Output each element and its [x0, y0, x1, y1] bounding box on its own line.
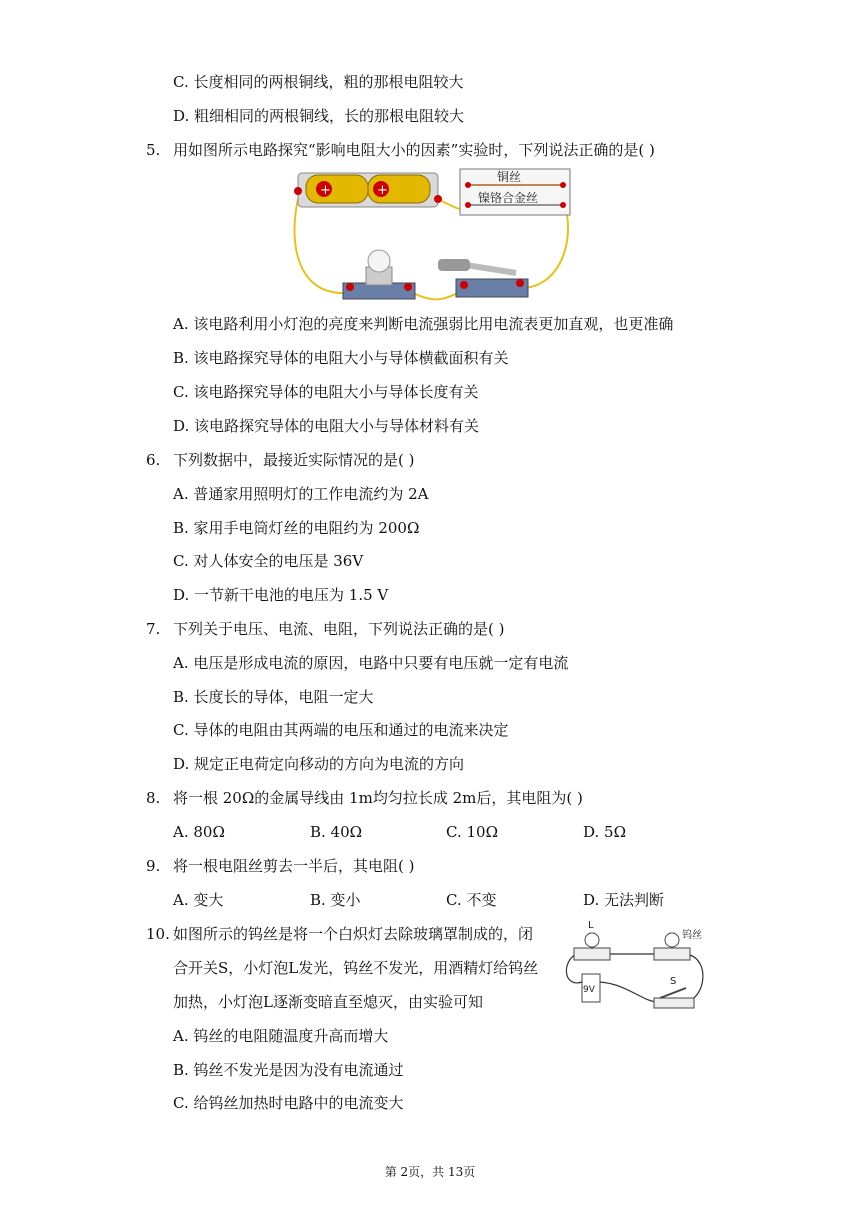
q8-number: 8. [146, 789, 161, 807]
svg-text:+: + [320, 183, 331, 198]
q7-stem: 下列关于电压、电流、电阻，下列说法正确的是( ) [173, 620, 505, 638]
q7-option-b: B. 长度长的导体，电阻一定大 [173, 688, 374, 706]
q7-number: 7. [146, 620, 161, 638]
q10-option-a: A. 钨丝的电阻随温度升高而增大 [173, 1027, 389, 1045]
q4-option-d: D. 粗细相同的两根铜线，长的那根电阻较大 [173, 107, 465, 125]
q7-option-c: C. 导体的电阻由其两端的电压和通过的电流来决定 [173, 721, 509, 739]
q5-label-copper: 铜丝 [497, 170, 522, 184]
q10-option-c: C. 给钨丝加热时电路中的电流变大 [173, 1094, 404, 1112]
q5-label-nichrome: 镍铬合金丝 [478, 191, 539, 205]
q6-number: 6. [146, 451, 161, 469]
q5-number: 5. [146, 141, 161, 159]
page-footer: 第 2页，共 13页 [384, 1165, 476, 1179]
q5-option-c: C. 该电路探究导体的电阻大小与导体长度有关 [173, 383, 479, 401]
q10-stem-line3: 加热，小灯泡L逐渐变暗直至熄灭，由实验可知 [173, 993, 483, 1011]
svg-text:+: + [377, 183, 388, 198]
q10-label-battery: 9V [583, 985, 595, 995]
q8-option-d: D. 5Ω [583, 823, 627, 841]
q5-option-a: A. 该电路利用小灯泡的亮度来判断电流强弱比用电流表更加直观，也更准确 [173, 315, 674, 333]
q8-option-a: A. 80Ω [173, 823, 225, 841]
q6-option-d: D. 一节新干电池的电压为 1.5 V [173, 586, 389, 604]
q9-option-b: B. 变小 [310, 891, 361, 909]
q9-number: 9. [146, 857, 161, 875]
q5-option-b: B. 该电路探究导体的电阻大小与导体横截面积有关 [173, 349, 509, 367]
q8-stem: 将一根 20Ω的金属导线由 1m均匀拉长成 2m后，其电阻为( ) [173, 789, 583, 807]
q9-option-c: C. 不变 [446, 891, 497, 909]
q5-stem: 用如图所示电路探究“影响电阻大小的因素”实验时，下列说法正确的是( ) [173, 141, 655, 159]
q10-option-b: B. 钨丝不发光是因为没有电流通过 [173, 1061, 404, 1079]
q6-option-a: A. 普通家用照明灯的工作电流约为 2A [173, 485, 429, 503]
q10-stem-line1: 如图所示的钨丝是将一个白炽灯去除玻璃罩制成的，闭 [173, 925, 534, 943]
q9-option-a: A. 变大 [173, 891, 224, 909]
q10-label-tungsten: 钨丝 [682, 930, 702, 941]
q6-option-c: C. 对人体安全的电压是 36V [173, 552, 364, 570]
q9-stem: 将一根电阻丝剪去一半后，其电阻( ) [173, 857, 415, 875]
q4-option-c: C. 长度相同的两根铜线，粗的那根电阻较大 [173, 73, 464, 91]
q8-option-c: C. 10Ω [446, 823, 499, 841]
q9-option-d: D. 无法判断 [583, 891, 665, 909]
q10-label-l: L [588, 920, 594, 931]
q10-number: 10. [146, 925, 170, 943]
q7-option-a: A. 电压是形成电流的原因，电路中只要有电压就一定有电流 [173, 654, 569, 672]
q5-option-d: D. 该电路探究导体的电阻大小与导体材料有关 [173, 417, 480, 435]
q10-circuit-figure [556, 918, 716, 1018]
q6-option-b: B. 家用手电筒灯丝的电阻约为 200Ω [173, 519, 420, 537]
q5-circuit-figure [288, 165, 574, 307]
q6-stem: 下列数据中，最接近实际情况的是( ) [173, 451, 415, 469]
q10-stem-line2: 合开关S，小灯泡L发光，钨丝不发光，用酒精灯给钨丝 [173, 959, 539, 977]
q7-option-d: D. 规定正电荷定向移动的方向为电流的方向 [173, 755, 465, 773]
q8-option-b: B. 40Ω [310, 823, 363, 841]
q10-label-s: S [670, 976, 677, 987]
